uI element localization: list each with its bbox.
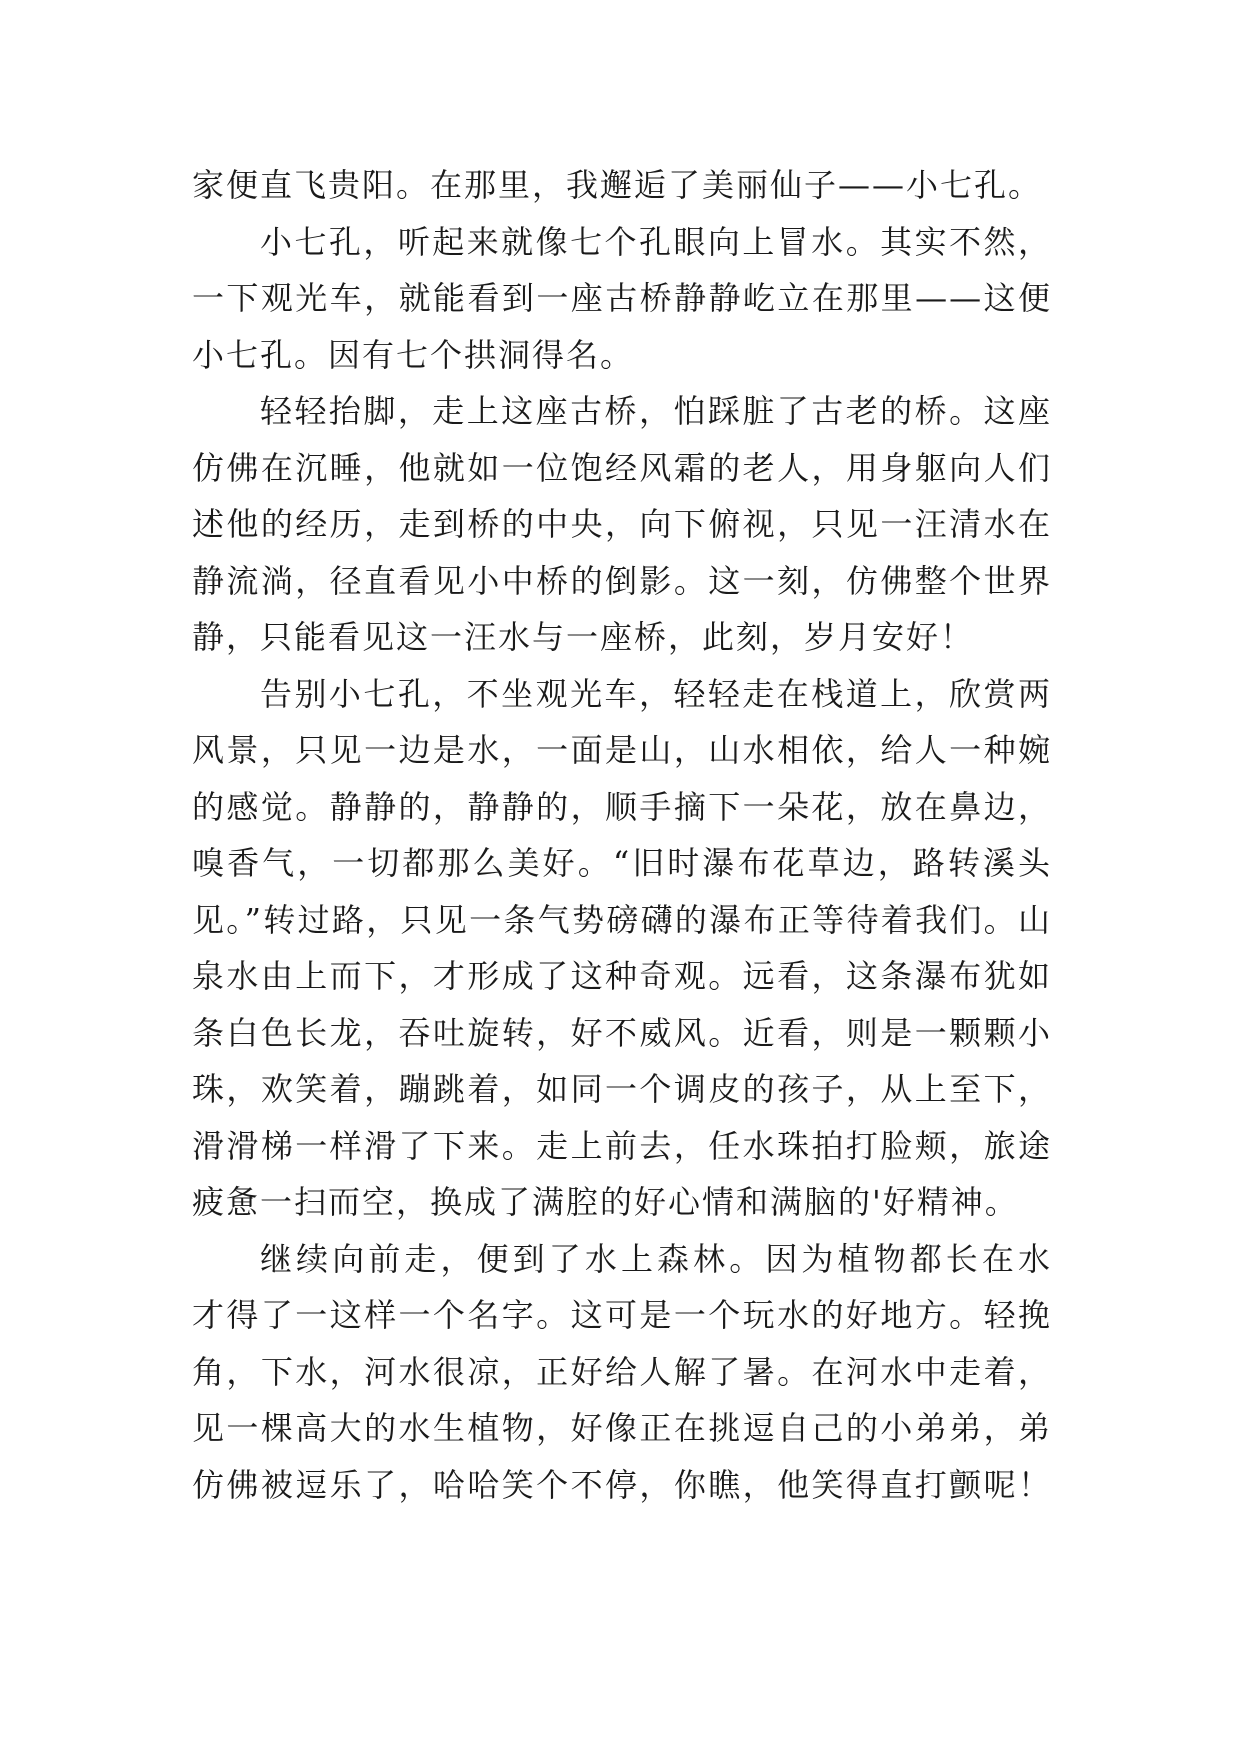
- text-line: 泉水由上而下，才形成了这种奇观。远看，这条瀑布犹如: [192, 957, 1052, 995]
- essay-body: [192, 157, 1052, 1513]
- text-line: 见一棵高大的水生植物，好像正在挑逗自己的小弟弟，弟: [192, 1409, 1052, 1447]
- text-line: 述他的经历，走到桥的中央，向下俯视，只见一汪清水在: [192, 505, 1052, 543]
- text-line: 仿佛被逗乐了，哈哈笑个不停，你瞧，他笑得直打颤呢！: [192, 1465, 1052, 1504]
- text-line: 一下观光车，就能看到一座古桥静静屹立在那里——这便: [192, 279, 1052, 317]
- text-line: 疲惫一扫而空，换成了满腔的好心情和满脑的'好精神。: [192, 1183, 1019, 1221]
- text-line: 静，只能看见这一汪水与一座桥，此刻，岁月安好！: [192, 618, 975, 656]
- paragraph-first-line: 继续向前走，便到了水上森林。因为植物都长在水: [260, 1239, 1052, 1278]
- text-line: 家便直飞贵阳。在那里，我邂逅了美丽仙子——小七孔。: [192, 166, 1043, 204]
- text-line: 角，下水，河水很凉，正好给人解了暑。在河水中走着，: [192, 1352, 1052, 1391]
- text-line: 风景，只见一边是水，一面是山，山水相依，给人一种婉: [192, 731, 1052, 769]
- text-line: 见。”转过路，只见一条气势磅礴的瀑布正等待着我们。山: [192, 900, 1052, 939]
- text-line: 珠，欢笑着，蹦跳着，如同一个调皮的孩子，从上至下，: [192, 1070, 1052, 1108]
- text-line: 才得了一这样一个名字。这可是一个玩水的好地方。轻挽: [192, 1296, 1052, 1334]
- text-line: 小七孔。因有七个拱洞得名。: [192, 335, 635, 374]
- text-line: 的感觉。静静的，静静的，顺手摘下一朵花，放在鼻边，: [192, 787, 1052, 826]
- text-line: 条白色长龙，吞吐旋转，好不威风。近看，则是一颗颗小: [192, 1013, 1052, 1052]
- text-line: 仿佛在沉睡，他就如一位饱经风霜的老人，用身躯向人们: [192, 448, 1052, 487]
- text-line: 静流淌，径直看见小中桥的倒影。这一刻，仿佛整个世界: [192, 561, 1052, 600]
- paragraph-first-line: 告别小七孔，不坐观光车，轻轻走在栈道上，欣赏两: [260, 674, 1052, 713]
- paragraph-first-line: 小七孔，听起来就像七个孔眼向上冒水。其实不然，: [260, 222, 1052, 261]
- text-line: 嗅香气，一切都那么美好。“旧时瀑布花草边，路转溪头: [192, 844, 1052, 882]
- text-line: 滑滑梯一样滑了下来。走上前去，任水珠拍打脸颊，旅途: [192, 1126, 1052, 1165]
- paragraph-first-line: 轻轻抬脚，走上这座古桥，怕踩脏了古老的桥。这座: [260, 392, 1052, 430]
